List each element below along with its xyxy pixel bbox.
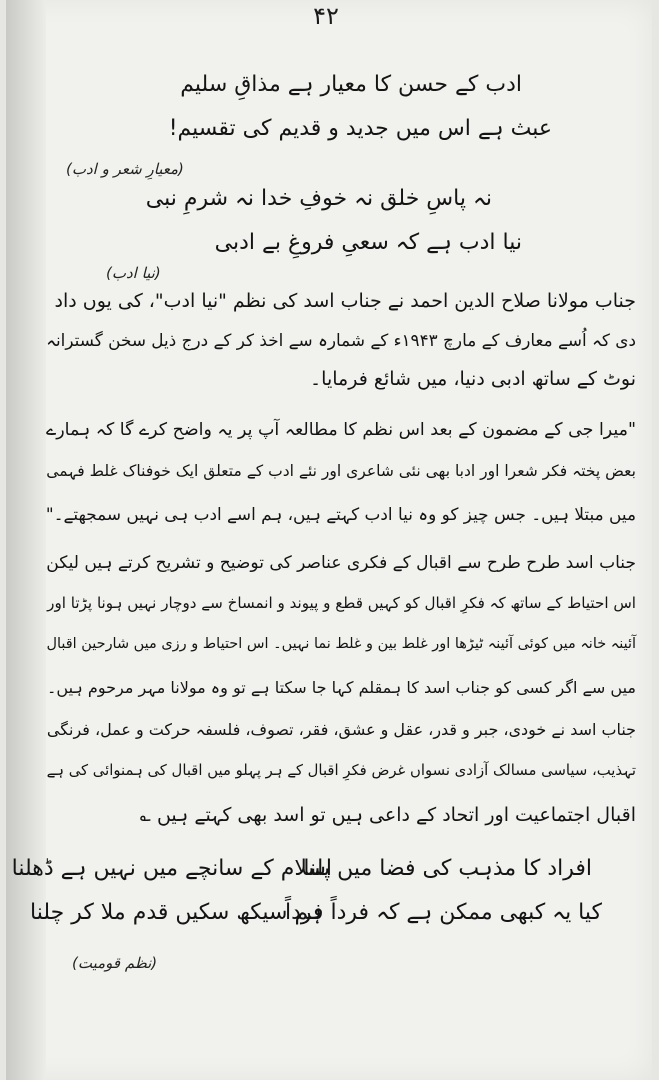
paragraph-line: اس احتیاط کے ساتھ کہ فکرِ اقبال کو کہیں قطع و پیوند و انمساخ سے دوچار نہیں ہونا پڑتا اور: [47, 594, 636, 612]
verse-caption: (نظم قومیت): [72, 954, 158, 972]
paragraph-line: میں سے اگر کسی کو جناب اسد کا ہمقلم کہا جا سکتا ہے تو وہ مولانا مہر مرحوم ہیں۔: [47, 678, 636, 697]
page-number: ۴۲: [313, 2, 339, 30]
verse-line: ادب کے حسن کا معیار ہے مذاقِ سلیم: [180, 72, 522, 97]
paragraph-line: تہذیب، سیاسی مسالک آزادی نسواں غرض فکرِ اقبال کے ہر پہلو میں اقبال کی ہمنوائی کی ہے: [46, 762, 636, 779]
verse-caption: (معیارِ شعر و ادب): [66, 160, 184, 178]
paragraph-line: اقبال اجتماعیت اور اتحاد کے داعی ہیں تو اسد بھی کہتے ہیں ؎: [139, 804, 636, 826]
couplet-line-left: اسلام کے سانچے میں نہیں ہے ڈھلنا: [11, 856, 332, 881]
verse-line: عبث ہے اس میں جدید و قدیم کی تقسیم!: [168, 116, 552, 141]
paragraph-line: بعض پختہ فکر شعرا اور ادبا بھی نئی شاعری اور نئے ادب کے متعلق ایک خوفناک غلط فہمی: [46, 462, 636, 480]
paragraph-line: دی کہ اُسے معارف کے مارچ ۱۹۴۳ء کے شمارہ سے اخذ کر کے درج ذیل سخن گسترانہ: [46, 330, 636, 350]
paragraph-line: جناب مولانا صلاح الدین احمد نے جناب اسد کی نظم "نیا ادب"، کی یوں داد: [54, 290, 636, 312]
paragraph-line: جناب اسد طرح طرح سے اقبال کے فکری عناصر کی توضیح و تشریح کرتے ہیں لیکن: [46, 553, 636, 573]
couplet-line-left: ہم سیکھ سکیں قدم ملا کر چلنا: [29, 900, 322, 925]
couplet-line-right: کیا یہ کبھی ممکن ہے کہ فرداً فرداً: [284, 900, 602, 925]
verse-caption: (نیا ادب): [106, 264, 161, 282]
paragraph-line: نوٹ کے ساتھ ادبی دنیا، میں شائع فرمایا۔: [310, 368, 636, 390]
verse-line: نہ پاسِ خلق نہ خوفِ خدا نہ شرمِ نبی: [145, 186, 492, 211]
book-page: [6, 0, 652, 1080]
paragraph-line: "میرا جی کے مضمون کے بعد اس نظم کا مطالعہ آپ پر یہ واضح کرے گا کہ ہمارے: [46, 420, 636, 440]
verse-line: نیا ادب ہے کہ سعیِ فروغِ بے ادبی: [214, 230, 522, 255]
paragraph-line: میں مبتلا ہیں۔ جس چیز کو وہ نیا ادب کہتے ہیں، ہم اسے ادب ہی نہیں سمجھتے۔": [45, 504, 636, 524]
couplet-line-right: افراد کا مذہب کی فضا میں پلنا: [303, 856, 592, 881]
paragraph-line: جناب اسد نے خودی، جبر و قدر، عقل و عشق، فقر، تصوف، فلسفہ حرکت و عمل، فرنگی: [46, 720, 636, 739]
paragraph-line: آئینہ خانہ میں کوئی آئینہ ٹیڑھا اور غلط بین و غلط نما نہیں۔ اس احتیاط و رزی میں شارحین اقبال: [46, 636, 636, 652]
